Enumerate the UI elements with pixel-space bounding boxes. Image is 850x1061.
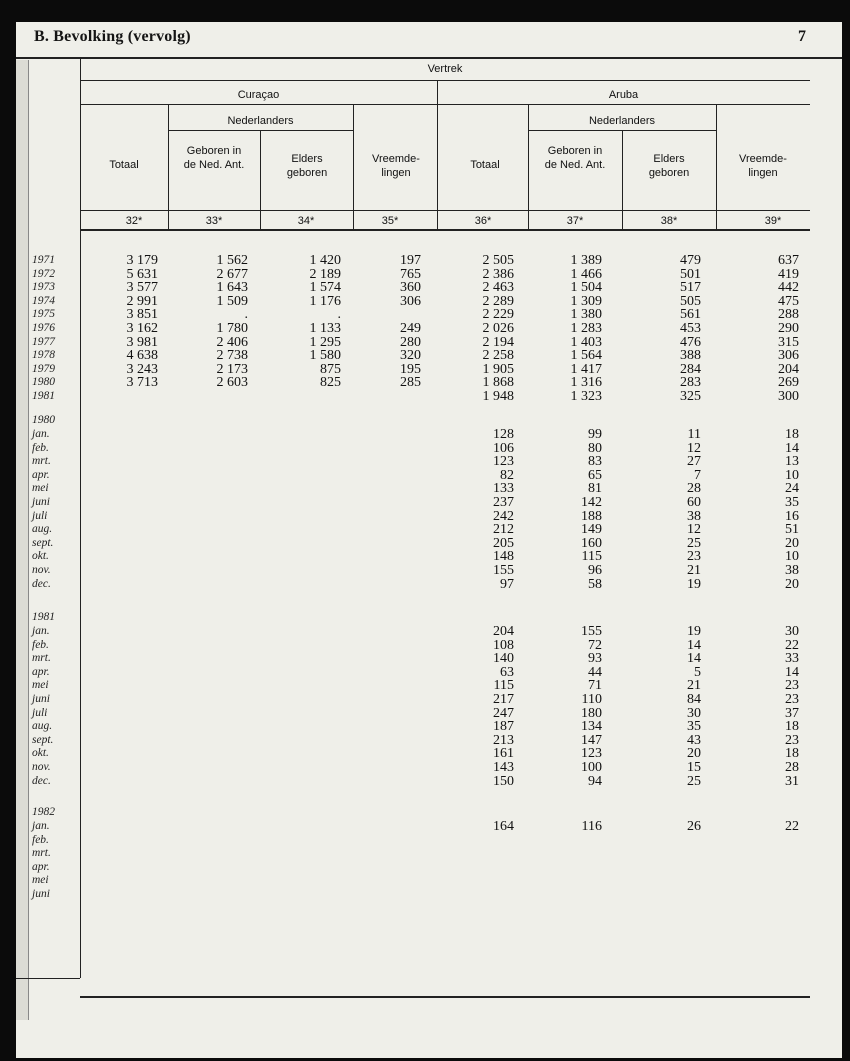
table-cell: 115: [493, 678, 514, 694]
table-cell: 288: [778, 307, 799, 323]
table-cell: 306: [778, 348, 799, 364]
column-number: 32*: [125, 215, 143, 227]
row-label: nov.: [32, 761, 51, 773]
table-cell: 561: [680, 307, 701, 323]
table-cell: 1 466: [570, 266, 602, 282]
row-label: 1972: [32, 267, 55, 280]
divider-curacao-aruba: [437, 80, 438, 230]
column-number: 35*: [381, 215, 399, 227]
table-cell: 99: [588, 427, 602, 442]
divider-a3: [716, 104, 717, 230]
table-cell: 285: [400, 375, 421, 391]
table-cell: 3 179: [126, 253, 158, 268]
block-year-label: 1982: [32, 806, 55, 818]
table-cell: 1 780: [216, 321, 248, 336]
table-cell: 140: [493, 651, 514, 667]
table-cell: 10: [785, 549, 799, 565]
table-cell: 21: [687, 678, 701, 694]
row-label: dec.: [32, 577, 51, 590]
table-cell: 1 420: [309, 253, 341, 268]
table-cell: 875: [320, 361, 341, 377]
table-cell: 58: [588, 576, 602, 592]
table-cell: 164: [493, 819, 514, 834]
row-label: apr.: [32, 860, 50, 873]
table-cell: 10: [785, 467, 799, 483]
table-cell: 2 463: [482, 280, 514, 296]
table-cell: 19: [687, 576, 701, 592]
row-label: aug.: [32, 523, 53, 536]
header-aruba: Aruba: [608, 89, 639, 101]
table-cell: 63: [500, 664, 514, 680]
table-cell: 33: [785, 651, 799, 667]
table-cell: 1 562: [216, 253, 248, 268]
row-label: juli: [32, 509, 48, 522]
header-vertrek: Vertrek: [427, 63, 463, 75]
table-cell: 320: [400, 348, 421, 364]
table-cell: 1 133: [309, 321, 341, 336]
table-cell: 825: [320, 375, 341, 391]
table-cell: 72: [588, 637, 602, 653]
table-cell: 2 386: [482, 266, 514, 282]
table-cell: 419: [778, 266, 799, 282]
top-rule: [16, 57, 842, 59]
table-cell: 1 574: [309, 280, 341, 296]
table-cell: 306: [400, 293, 421, 309]
table-cell: 142: [581, 495, 602, 510]
table-cell: 476: [680, 334, 701, 350]
table-cell: 1 295: [309, 334, 341, 350]
table-cell: 22: [785, 819, 799, 834]
row-label: 1977: [32, 335, 55, 348]
table-cell: 83: [588, 454, 602, 470]
table-cell: 18: [785, 746, 799, 762]
document-page: [16, 22, 842, 1058]
header-curacao: Curaçao: [237, 89, 280, 101]
table-cell: 1 309: [570, 293, 602, 309]
table-cell: 123: [493, 454, 514, 470]
table-cell: 161: [493, 746, 514, 762]
divider-a2: [622, 130, 623, 230]
row-label: feb.: [32, 441, 49, 454]
rule-column-numbers: [80, 210, 810, 211]
row-label: dec.: [32, 774, 51, 787]
table-cell: 204: [778, 361, 799, 377]
table-cell: 2 603: [216, 375, 248, 391]
table-cell: 23: [785, 692, 799, 707]
table-cell: 453: [680, 321, 701, 336]
row-label: aug.: [32, 720, 53, 733]
column-number: 34*: [297, 215, 315, 227]
divider-c3: [353, 104, 354, 230]
row-label: mei: [32, 482, 49, 495]
table-cell: 479: [680, 253, 701, 268]
table-cell: 1 323: [570, 389, 602, 404]
table-cell: 44: [588, 664, 602, 680]
table-cell: 18: [785, 719, 799, 735]
row-label: apr.: [32, 468, 50, 481]
table-cell: 100: [581, 760, 602, 775]
row-label: mei: [32, 679, 49, 692]
rule-vertrek: [80, 80, 810, 81]
row-label: feb.: [32, 833, 49, 846]
table-cell: 38: [687, 508, 701, 524]
table-cell: 80: [588, 440, 602, 456]
table-cell: 116: [581, 819, 602, 834]
stub-divider: [80, 58, 81, 978]
table-cell: .: [244, 307, 248, 323]
table-cell: 23: [687, 549, 701, 565]
row-label: nov.: [32, 564, 51, 576]
table-cell: 28: [687, 481, 701, 497]
table-cell: 2 991: [126, 293, 158, 309]
table-cell: 123: [581, 746, 602, 762]
table-cell: 2 189: [309, 266, 341, 282]
table-cell: 517: [680, 280, 701, 296]
table-cell: 197: [400, 253, 421, 268]
table-cell: 35: [785, 495, 799, 510]
facing-page-edge: [16, 60, 29, 1020]
table-cell: 93: [588, 651, 602, 667]
row-label: juni: [32, 496, 50, 508]
table-cell: 212: [493, 522, 514, 538]
row-label: jan.: [32, 820, 50, 832]
table-cell: 315: [778, 334, 799, 350]
table-cell: 217: [493, 692, 514, 707]
table-cell: 97: [500, 576, 514, 592]
table-cell: 1 417: [570, 361, 602, 377]
table-cell: 475: [778, 293, 799, 309]
table-cell: 2 194: [482, 334, 514, 350]
table-cell: 96: [588, 563, 602, 578]
table-cell: 20: [785, 535, 799, 551]
table-cell: 25: [687, 773, 701, 789]
table-cell: 26: [687, 819, 701, 834]
page-number: 7: [798, 28, 806, 45]
table-cell: 1 403: [570, 334, 602, 350]
table-cell: 84: [687, 692, 701, 707]
table-cell: 12: [687, 522, 701, 538]
table-cell: 25: [687, 535, 701, 551]
table-cell: 1 643: [216, 280, 248, 296]
table-cell: 204: [493, 624, 514, 639]
row-label: 1980: [32, 376, 55, 389]
table-cell: 65: [588, 467, 602, 483]
table-cell: 3 981: [126, 334, 158, 350]
table-cell: 1 389: [570, 253, 602, 268]
table-cell: 23: [785, 732, 799, 748]
row-label: 1981: [32, 390, 55, 402]
table-cell: 27: [687, 454, 701, 470]
table-cell: 280: [400, 334, 421, 350]
row-label: apr.: [32, 665, 50, 678]
rule-islands: [80, 104, 810, 105]
row-label: 1971: [32, 254, 55, 266]
table-cell: 5 631: [126, 266, 158, 282]
table-cell: 2 173: [216, 361, 248, 377]
column-number: 38*: [660, 215, 678, 227]
table-cell: 35: [687, 719, 701, 735]
table-cell: 12: [687, 440, 701, 456]
table-cell: 115: [581, 549, 602, 565]
row-label: mrt.: [32, 455, 51, 468]
table-cell: 765: [400, 266, 421, 282]
table-cell: 149: [581, 522, 602, 538]
column-number: 37*: [566, 215, 584, 227]
table-cell: 195: [400, 361, 421, 377]
table-cell: 155: [493, 563, 514, 578]
block-year-label: 1981: [32, 611, 55, 623]
row-label: jan.: [32, 428, 50, 440]
row-label: juni: [32, 888, 50, 900]
table-cell: 128: [493, 427, 514, 442]
table-cell: 1 509: [216, 293, 248, 309]
rule-header-bottom: [80, 229, 810, 231]
row-label: 1975: [32, 308, 55, 321]
table-cell: 28: [785, 760, 799, 775]
row-label: 1976: [32, 322, 55, 334]
row-label: 1974: [32, 294, 55, 307]
row-label: mrt.: [32, 652, 51, 665]
table-cell: 7: [694, 467, 701, 483]
table-cell: 31: [785, 773, 799, 789]
table-cell: 2 258: [482, 348, 514, 364]
row-label: mei: [32, 874, 49, 887]
section-title: B. Bevolking (vervolg): [34, 28, 191, 45]
divider-c2: [260, 130, 261, 230]
table-cell: 290: [778, 321, 799, 336]
table-cell: 82: [500, 467, 514, 483]
table-cell: 249: [400, 321, 421, 336]
table-cell: 43: [687, 732, 701, 748]
table-cell: 148: [493, 549, 514, 565]
table-cell: 187: [493, 719, 514, 735]
table-cell: 388: [680, 348, 701, 364]
table-cell: 2 289: [482, 293, 514, 309]
table-cell: 1 948: [482, 389, 514, 404]
table-cell: 38: [785, 563, 799, 578]
table-cell: 108: [493, 637, 514, 653]
table-cell: 155: [581, 624, 602, 639]
row-label: 1979: [32, 362, 55, 375]
block-year-label: 1980: [32, 414, 55, 426]
table-cell: 1 380: [570, 307, 602, 323]
table-cell: 3 162: [126, 321, 158, 336]
table-cell: 1 564: [570, 348, 602, 364]
table-cell: 19: [687, 624, 701, 639]
row-label: 1973: [32, 281, 55, 294]
table-cell: 1 905: [482, 361, 514, 377]
table-cell: 2 738: [216, 348, 248, 364]
table-cell: 20: [785, 576, 799, 592]
header-totaal-aruba: Totaal: [470, 159, 500, 171]
table-cell: 94: [588, 773, 602, 789]
table-cell: 237: [493, 495, 514, 510]
header-geboren-aruba: Geboren in de Ned. Ant.: [544, 145, 606, 171]
table-cell: 4 638: [126, 348, 158, 364]
table-cell: 81: [588, 481, 602, 497]
table-cell: 23: [785, 678, 799, 694]
table-cell: 71: [588, 678, 602, 694]
table-cell: 3 851: [126, 307, 158, 323]
table-cell: 242: [493, 508, 514, 524]
row-label: sept.: [32, 733, 54, 746]
table-cell: 13: [785, 454, 799, 470]
row-label: juli: [32, 706, 48, 719]
table-cell: 11: [687, 427, 701, 442]
table-cell: 150: [493, 773, 514, 789]
table-cell: 1 504: [570, 280, 602, 296]
table-cell: .: [337, 307, 341, 323]
table-cell: 2 406: [216, 334, 248, 350]
table-cell: 143: [493, 760, 514, 775]
table-cell: 205: [493, 535, 514, 551]
table-cell: 1 868: [482, 375, 514, 391]
table-cell: 501: [680, 266, 701, 282]
stub-foot-rule: [16, 978, 80, 979]
table-cell: 188: [581, 508, 602, 524]
table-cell: 2 229: [482, 307, 514, 323]
table-cell: 106: [493, 440, 514, 456]
row-label: okt.: [32, 550, 49, 563]
table-cell: 14: [785, 440, 799, 456]
table-cell: 51: [785, 522, 799, 538]
table-cell: 30: [785, 624, 799, 639]
column-number: 33*: [205, 215, 223, 227]
table-cell: 60: [687, 495, 701, 510]
header-elders-aruba: Elders geboren: [648, 153, 690, 179]
table-cell: 3 713: [126, 375, 158, 391]
table-cell: 14: [687, 651, 701, 667]
table-cell: 160: [581, 535, 602, 551]
table-cell: 20: [687, 746, 701, 762]
table-cell: 15: [687, 760, 701, 775]
header-vreemdelingen-aruba: Vreemde-lingen: [739, 153, 787, 179]
table-cell: 21: [687, 563, 701, 578]
table-cell: 2 677: [216, 266, 248, 282]
table-cell: 5: [694, 664, 701, 680]
table-cell: 283: [680, 375, 701, 391]
row-label: juni: [32, 693, 50, 705]
table-cell: 1 580: [309, 348, 341, 364]
table-cell: 2 026: [482, 321, 514, 336]
table-cell: 134: [581, 719, 602, 735]
table-cell: 284: [680, 361, 701, 377]
table-cell: 2 505: [482, 253, 514, 268]
table-cell: 3 243: [126, 361, 158, 377]
row-label: sept.: [32, 536, 54, 549]
table-cell: 1 176: [309, 293, 341, 309]
table-cell: 110: [581, 692, 602, 707]
table-cell: 505: [680, 293, 701, 309]
table-cell: 24: [785, 481, 799, 497]
table-cell: 442: [778, 280, 799, 296]
bottom-rule: [80, 996, 810, 998]
table-cell: 14: [687, 637, 701, 653]
header-totaal-curacao: Totaal: [109, 159, 139, 171]
row-label: mrt.: [32, 847, 51, 860]
table-cell: 30: [687, 705, 701, 721]
table-cell: 637: [778, 253, 799, 268]
table-cell: 269: [778, 375, 799, 391]
header-vreemdelingen-curacao: Vreemde-lingen: [372, 153, 420, 179]
table-cell: 18: [785, 427, 799, 442]
table-cell: 360: [400, 280, 421, 296]
table-cell: 213: [493, 732, 514, 748]
row-label: jan.: [32, 625, 50, 637]
table-cell: 247: [493, 705, 514, 721]
table-cell: 16: [785, 508, 799, 524]
header-elders-curacao: Elders geboren: [286, 153, 328, 179]
table-cell: 37: [785, 705, 799, 721]
table-cell: 1 283: [570, 321, 602, 336]
table-cell: 300: [778, 389, 799, 404]
header-geboren-curacao: Geboren in de Ned. Ant.: [183, 145, 245, 171]
row-label: feb.: [32, 638, 49, 651]
table-cell: 133: [493, 481, 514, 497]
table-cell: 180: [581, 705, 602, 721]
column-number: 39*: [764, 215, 782, 227]
table-cell: 325: [680, 389, 701, 404]
row-label: okt.: [32, 747, 49, 760]
table-cell: 22: [785, 637, 799, 653]
table-cell: 1 316: [570, 375, 602, 391]
table-cell: 3 577: [126, 280, 158, 296]
column-number: 36*: [474, 215, 492, 227]
row-label: 1978: [32, 349, 55, 362]
table-cell: 14: [785, 664, 799, 680]
header-nederlanders-curacao: Nederlanders: [227, 115, 294, 127]
table-cell: 147: [581, 732, 602, 748]
header-nederlanders-aruba: Nederlanders: [588, 115, 656, 127]
